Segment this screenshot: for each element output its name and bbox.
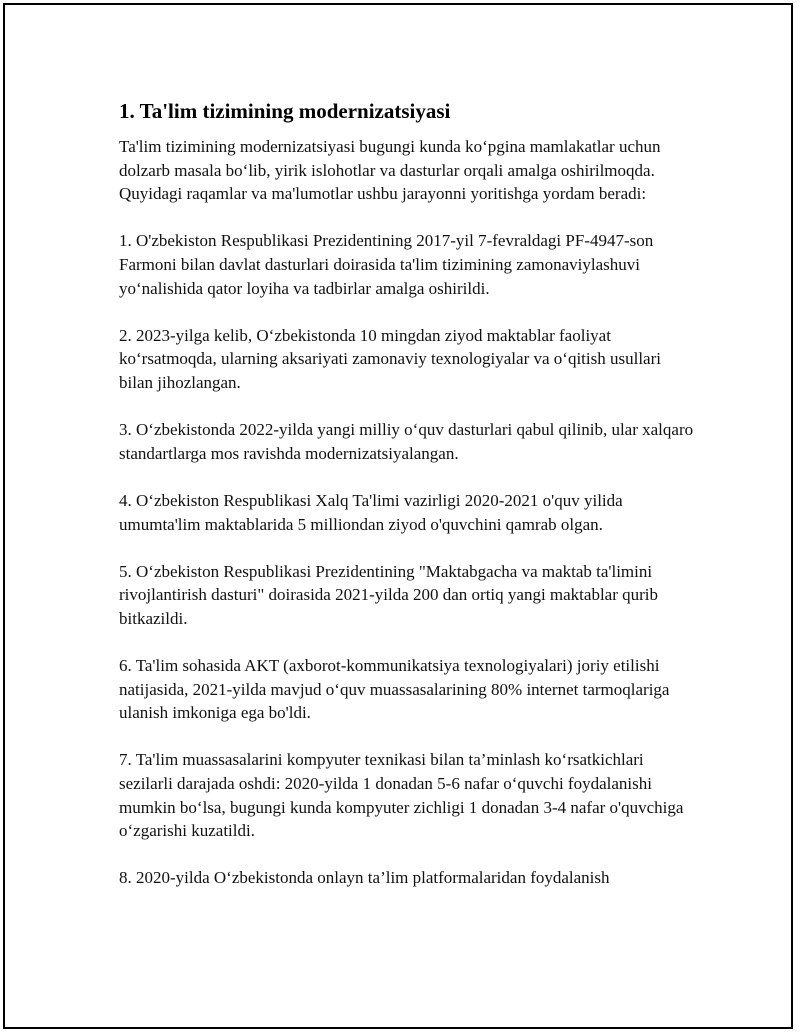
list-item-3: 3. O‘zbekistonda 2022-yilda yangi milliy o‘quv dasturlari qabul qilinib, ular xalqaro standartlarga mos ravishda modernizatsiyalangan.: [119, 420, 694, 463]
list-item-5: 5. O‘zbekiston Respublikasi Prezidentining "Maktabgacha va maktab ta'limini rivojlantirish dasturi" doirasida 2021-yilda 200 dan ortiq yangi maktablar qurib bitkazildi.: [119, 561, 659, 628]
list-item-6: 6. Ta'lim sohasida AKT (axborot-kommunikatsiya texnologiyalari) joriy etilishi natijasida, 2021-yilda mavjud o‘quv muassasalarining 80% internet tarmoqlariga ulanish imkoniga ega bo'ldi.: [119, 656, 670, 723]
list-item-8: 8. 2020-yilda O‘zbekistonda onlayn ta’lim platformalaridan foydalanish: [119, 868, 610, 888]
document-page: [3, 3, 793, 1029]
list-item-1: 1. O'zbekiston Respublikasi Prezidentining 2017-yil 7-fevraldagi PF-4947-son Farmoni bilan davlat dasturlari doirasida ta'lim tizimining zamonaviylashuvi yo‘nalishida qator loyiha va tadbirlar amalga oshirildi.: [119, 231, 654, 298]
list-item-2: 2. 2023-yilga kelib, O‘zbekistonda 10 mingdan ziyod maktablar faoliyat ko‘rsatmoqda, ularning aksariyati zamonaviy texnologiyalar va o‘qitish usullari bilan jihozlangan.: [119, 325, 661, 392]
intro-paragraph: Ta'lim tizimining modernizatsiyasi bugungi kunda ko‘pgina mamlakatlar uchun dolzarb masala bo‘lib, yirik islohotlar va dasturlar orqali amalga oshirilmoqda. Quyidagi raqamlar va ma'lumotlar ushbu jarayonni yoritishga yordam beradi:: [119, 137, 661, 204]
list-item-4: 4. O‘zbekiston Respublikasi Xalq Ta'limi vazirligi 2020-2021 o'quv yilida umumta'lim maktablarida 5 milliondan ziyod o'quvchini qamrab olgan.: [119, 490, 623, 534]
list-item-7: 7. Ta'lim muassasalarini kompyuter texnikasi bilan ta’minlash ko‘rsatkichlari sezilarli darajada oshdi: 2020-yilda 1 donadan 5-6 nafar o‘quvchi foydalanishi mumkin bo‘lsa, bugungi kunda kompyuter zichligi 1 donadan 3-4 nafar o'quvchiga o‘zgarishi kuzatildi.: [119, 750, 684, 841]
document-body: [119, 97, 699, 890]
section-heading: 1. Ta'lim tizimining modernizatsiyasi: [119, 99, 451, 123]
